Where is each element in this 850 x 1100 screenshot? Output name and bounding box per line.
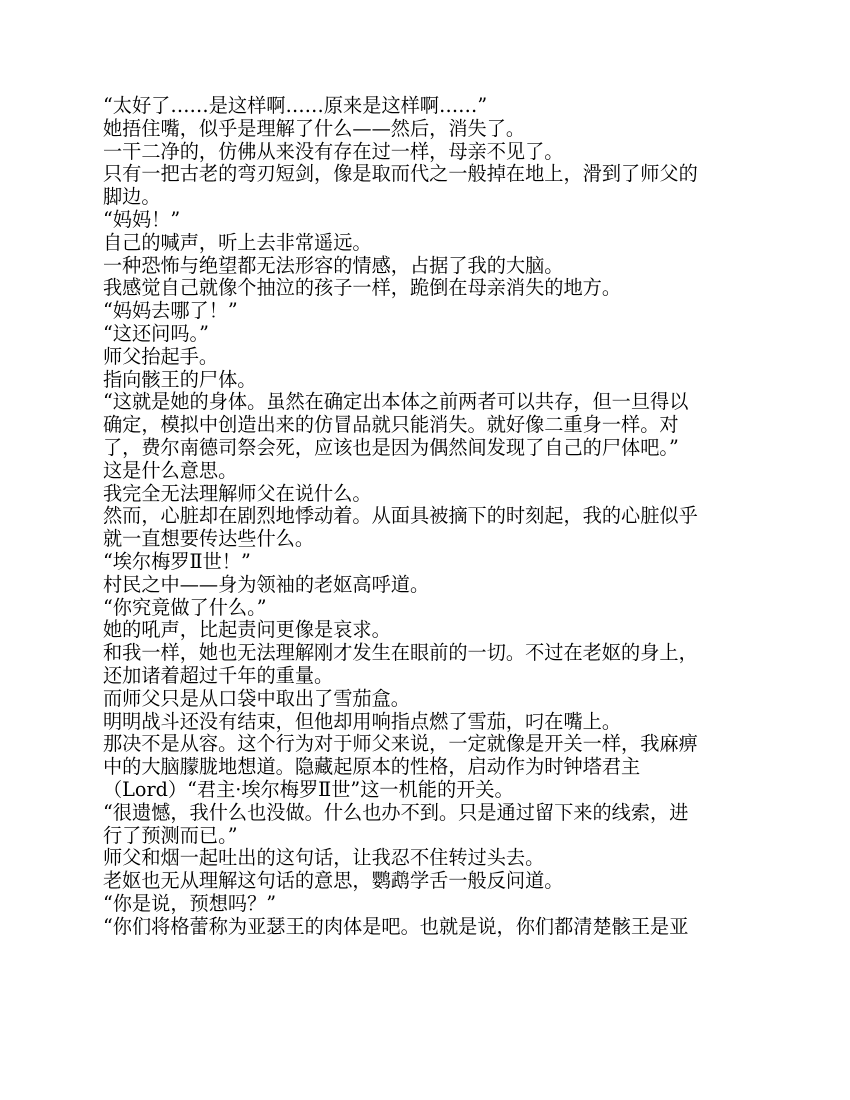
paragraph: “你是说，预想吗？”	[103, 891, 277, 915]
paragraph: “太好了……是这样啊……原来是这样啊……”	[103, 94, 488, 117]
paragraph: 老妪也无从理解这句话的意思，鹦鹉学舌一般反问道。	[103, 869, 564, 893]
paragraph: “很遗憾，我什么也没做。什么也办不到。只是通过留下来的线索，进 行了预测而已。”	[103, 800, 689, 847]
paragraph: 只有一把古老的弯刃短剑，像是取而代之一般掉在地上，滑到了师父的 脚边。	[103, 162, 698, 209]
paragraph: 师父抬起手。	[103, 344, 219, 368]
paragraph: 这是什么意思。	[103, 458, 238, 482]
paragraph: 师父和烟一起吐出的这句话，让我忍不住转过头去。	[103, 846, 545, 870]
paragraph: “妈妈！”	[103, 207, 181, 231]
paragraph: 那决不是从容。这个行为对于师父来说，一定就像是开关一样，我麻痹 中的大脑朦胧地想道。隐藏起原本的性格，启动作为时钟塔君主 （Lord）“君主·埃尔梅罗Ⅱ世”这一机能的开关。	[103, 732, 698, 801]
paragraph: 和我一样，她也无法理解刚才发生在眼前的一切。不过在老妪的身上， 还加诸着超过千年的重量。	[103, 641, 698, 687]
paragraph: “这就是她的身体。虽然在确定出本体之前两者可以共存，但一旦得以 确定，模拟中创造出来的仿冒品就只能消失。就好像二重身一样。对 了，费尔南德司祭会死，应该也是因为偶然间发现了自己的尸体吧。”	[103, 390, 689, 459]
paragraph: “你究竟做了什么。”	[103, 595, 267, 619]
paragraph: 我感觉自己就像个抽泣的孩子一样，跪倒在母亲消失的地方。	[103, 276, 622, 300]
paragraph: 我完全无法理解师父在说什么。	[103, 481, 372, 505]
paragraph: 一种恐怖与绝望都无法形容的情感，占据了我的大脑。	[103, 253, 564, 277]
paragraph: 她捂住嘴，似乎是理解了什么——然后，消失了。	[103, 116, 526, 140]
paragraph: 村民之中——身为领袖的老妪高呼道。	[103, 572, 430, 596]
paragraph: “妈妈去哪了！”	[103, 299, 238, 323]
paragraph: 指向骸王的尸体。	[103, 367, 257, 391]
paragraph: 明明战斗还没有结束，但他却用响指点燃了雪茄，叼在嘴上。	[103, 709, 622, 733]
paragraph: 而师父只是从口袋中取出了雪茄盒。	[103, 686, 410, 710]
paragraph: “你们将格蕾称为亚瑟王的肉体是吧。也就是说，你们都清楚骸王是亚	[103, 914, 689, 938]
paragraph: 自己的喊声，听上去非常遥远。	[103, 230, 372, 254]
document-body	[103, 95, 751, 938]
paragraph: “这还问吗。”	[103, 321, 209, 345]
paragraph: 然而，心脏却在剧烈地悸动着。从面具被摘下的时刻起，我的心脏似乎 就一直想要传达些什么。	[103, 504, 698, 551]
paragraph: 她的吼声，比起责问更像是哀求。	[103, 618, 391, 642]
paragraph: “埃尔梅罗Ⅱ世！”	[103, 549, 251, 573]
paragraph: 一干二净的，仿佛从来没有存在过一样，母亲不见了。	[103, 139, 564, 163]
